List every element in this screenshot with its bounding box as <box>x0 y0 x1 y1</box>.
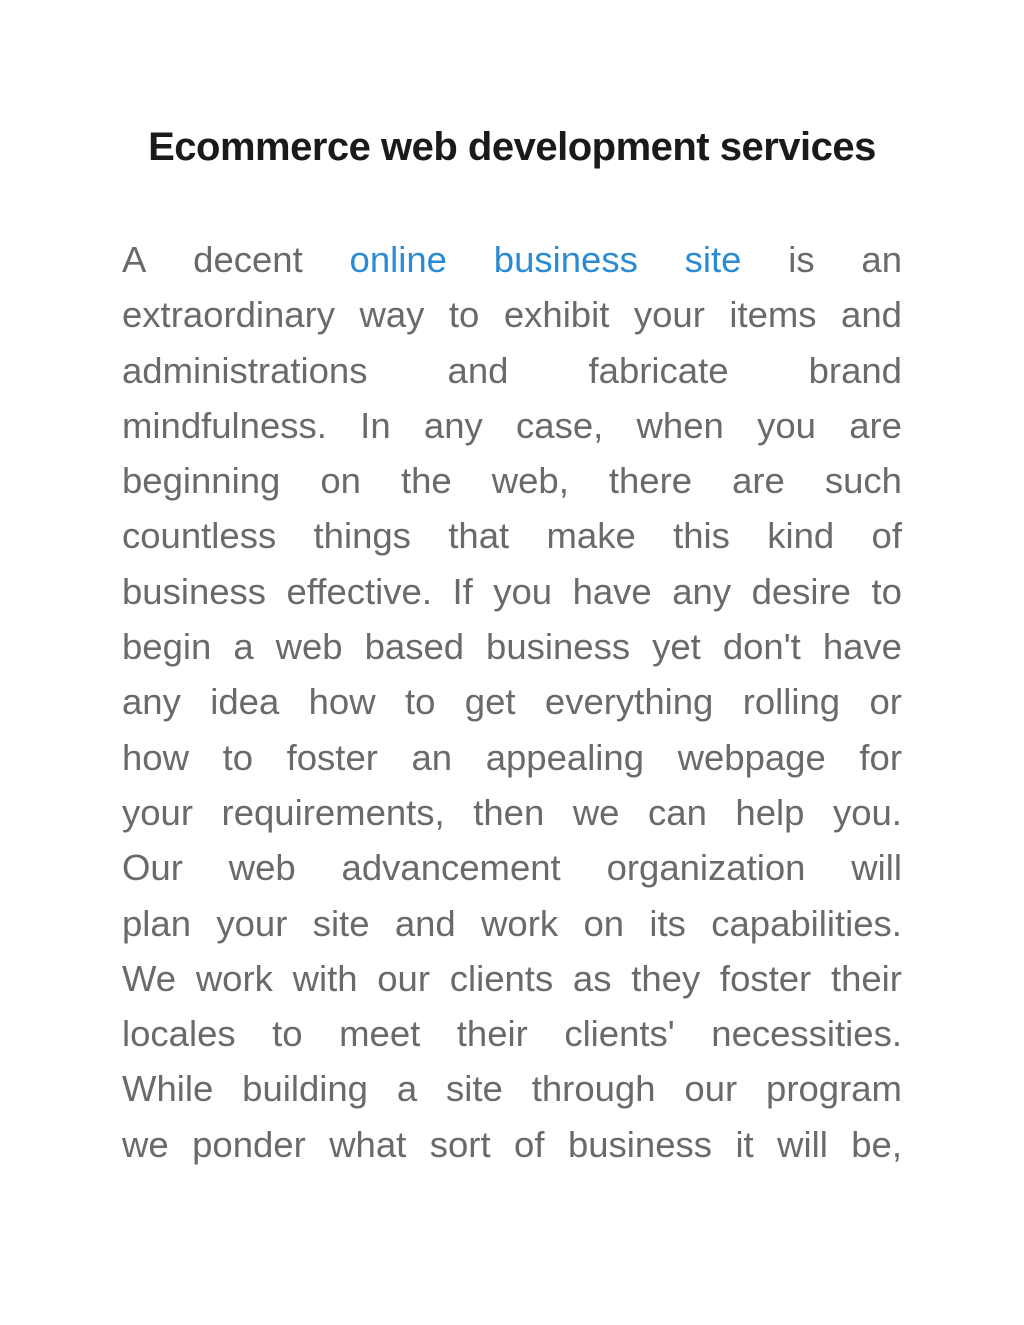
word: sort <box>429 1123 491 1165</box>
word: will <box>851 847 902 889</box>
word: Our <box>122 847 183 889</box>
word: your <box>216 902 288 944</box>
word: how <box>308 681 376 723</box>
paragraph-line <box>122 785 902 840</box>
word: ponder <box>192 1123 306 1165</box>
word: be, <box>851 1123 902 1165</box>
word: get <box>464 681 516 723</box>
word: your <box>633 294 705 336</box>
word: you <box>757 404 816 446</box>
word: your <box>122 791 194 833</box>
page-title: Ecommerce web development services <box>148 125 876 169</box>
word: work <box>481 902 559 944</box>
word: web <box>275 626 343 668</box>
paragraph-line <box>122 508 902 563</box>
word: on <box>320 460 361 502</box>
word: web <box>228 847 296 889</box>
word: items <box>729 294 817 336</box>
word: and <box>447 349 509 391</box>
paragraph-line <box>122 398 902 453</box>
word: If <box>452 570 473 612</box>
word: appealing <box>485 736 645 778</box>
word: and <box>394 902 456 944</box>
paragraph-line <box>122 287 902 342</box>
word: based <box>364 626 465 668</box>
paragraph-line <box>122 564 902 619</box>
online-business-site-link[interactable]: site <box>684 239 742 280</box>
paragraph-line <box>122 1061 902 1116</box>
word: webpage <box>677 736 826 778</box>
word: can <box>648 791 707 833</box>
word: they <box>631 957 701 999</box>
word: exhibit <box>503 294 610 336</box>
online-business-site-link[interactable]: online <box>349 239 447 280</box>
word: plan <box>122 902 192 944</box>
word: countless <box>122 515 277 557</box>
paragraph-line <box>122 343 902 398</box>
word: necessities. <box>711 1013 902 1055</box>
word: to <box>272 1013 303 1055</box>
word: work <box>195 957 273 999</box>
word: and <box>841 294 902 336</box>
word: then <box>473 791 545 833</box>
word: building <box>242 1068 368 1110</box>
word: when <box>636 404 724 446</box>
word: beginning <box>122 460 281 502</box>
word: through <box>531 1068 656 1110</box>
word: the <box>400 460 452 502</box>
word: begin <box>122 626 212 668</box>
word: In <box>360 404 391 446</box>
word: web, <box>491 460 569 502</box>
word: things <box>313 515 411 557</box>
word: is <box>788 239 815 280</box>
word: it <box>735 1123 754 1165</box>
word: our <box>684 1068 738 1110</box>
word: locales <box>122 1013 236 1055</box>
paragraph-line <box>122 674 902 729</box>
word: We <box>122 957 177 999</box>
word: our <box>377 957 431 999</box>
word: of <box>514 1123 545 1165</box>
word: that <box>448 515 510 557</box>
word: as <box>572 957 612 999</box>
online-business-site-link[interactable]: business <box>493 239 638 280</box>
word: site <box>446 1068 503 1110</box>
word: any <box>423 404 483 446</box>
word: idea <box>210 681 280 723</box>
word: to <box>871 570 902 612</box>
word: kind <box>767 515 835 557</box>
word: on <box>583 902 625 944</box>
word: its <box>649 902 686 944</box>
word: their <box>830 957 902 999</box>
word: clients <box>449 957 554 999</box>
word: mindfulness. <box>122 404 327 446</box>
word: case, <box>516 404 604 446</box>
word: are <box>849 404 902 446</box>
word: clients' <box>564 1013 675 1055</box>
word: meet <box>339 1013 421 1055</box>
word: have <box>572 570 652 612</box>
word: to <box>404 681 436 723</box>
word: extraordinary <box>122 294 336 336</box>
word: advancement <box>341 847 561 889</box>
body-paragraph <box>122 232 902 1172</box>
word: will <box>777 1123 828 1165</box>
word: organization <box>606 847 806 889</box>
word: help <box>735 791 805 833</box>
word: decent <box>193 239 303 280</box>
word: such <box>824 460 902 502</box>
word: business <box>567 1123 712 1165</box>
word: yet <box>652 626 701 668</box>
word: business <box>486 626 631 668</box>
word: don't <box>722 626 801 668</box>
word: A <box>122 239 147 280</box>
word: any <box>672 570 732 612</box>
word: we <box>572 791 620 833</box>
word: you. <box>832 791 902 833</box>
word: requirements, <box>221 791 445 833</box>
paragraph-line <box>122 1006 902 1061</box>
word: way <box>359 294 425 336</box>
word: desire <box>751 570 851 612</box>
word: make <box>546 515 636 557</box>
word: of <box>871 515 902 557</box>
paragraph-line <box>122 1117 902 1172</box>
word: capabilities. <box>711 902 902 944</box>
word: an <box>411 736 453 778</box>
word: with <box>292 957 358 999</box>
word: business <box>122 570 267 612</box>
word: brand <box>808 349 902 391</box>
word: a <box>396 1068 418 1110</box>
paragraph-line <box>122 619 902 674</box>
word: program <box>766 1068 902 1110</box>
word: to <box>222 736 254 778</box>
word: a <box>233 626 254 668</box>
word: everything <box>544 681 714 723</box>
word: rolling <box>742 681 841 723</box>
word: we <box>122 1123 169 1165</box>
word: what <box>329 1123 407 1165</box>
word: or <box>869 681 902 723</box>
paragraph-line <box>122 951 902 1006</box>
word: site <box>312 902 370 944</box>
word: administrations <box>122 349 368 391</box>
word: effective. <box>286 570 432 612</box>
paragraph-line <box>122 453 902 508</box>
word: there <box>608 460 693 502</box>
word: their <box>456 1013 528 1055</box>
word: any <box>122 681 181 723</box>
paragraph-line <box>122 896 902 951</box>
word: foster <box>286 736 378 778</box>
word: how <box>122 736 189 778</box>
word: are <box>732 460 785 502</box>
word: have <box>822 626 902 668</box>
paragraph-line <box>122 232 902 287</box>
word: you <box>493 570 553 612</box>
paragraph-line <box>122 730 902 785</box>
word: for <box>859 736 902 778</box>
word: foster <box>719 957 812 999</box>
word: an <box>861 239 902 280</box>
word: While <box>122 1068 214 1110</box>
word: fabricate <box>588 349 729 391</box>
word: to <box>448 294 480 336</box>
word: this <box>673 515 730 557</box>
paragraph-line <box>122 840 902 895</box>
